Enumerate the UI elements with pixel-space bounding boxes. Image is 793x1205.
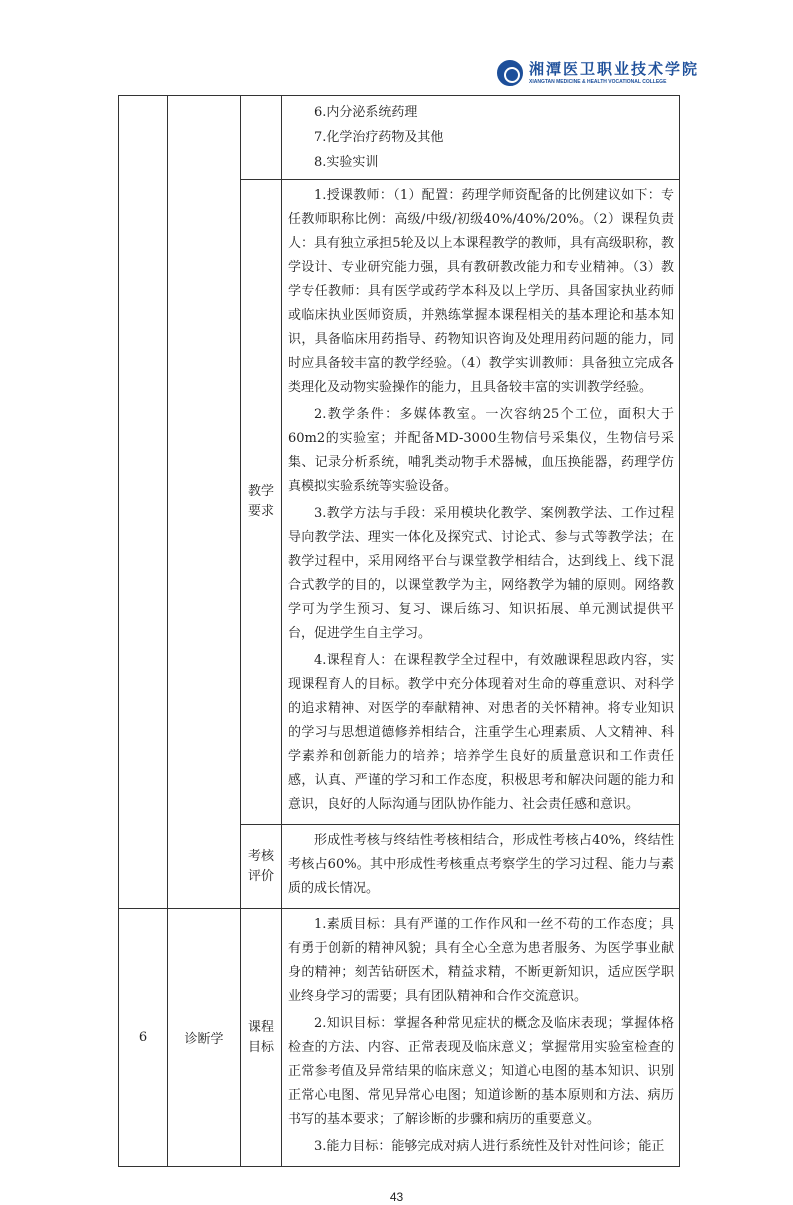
table-row xyxy=(119,96,680,180)
school-name-en: XIANGTAN MEDICINE & HEALTH VOCATIONAL COLLEGE xyxy=(529,79,667,85)
course-name: 诊断学 xyxy=(168,909,241,1167)
school-name-cn: 湘潭医卫职业技术学院 xyxy=(529,60,700,78)
school-seal-icon xyxy=(497,60,523,86)
course-number: 6 xyxy=(119,909,168,1167)
paragraph: 3.教学方法与手段：采用模块化教学、案例教学法、工作过程导向教学法、理实一体化及探究式、讨论式、参与式等教学法；在教学过程中，采用网络平台与课堂教学相结合，达到线上、线下混合式教学的目的，以课堂教学为主，网络教学为辅的原则。网络教学可为学生预习、复习、课后练习、知识拓展、单元测试提供平台，促进学生自主学习。 xyxy=(288,506,674,641)
page-number: 43 xyxy=(389,1190,404,1204)
course-objectives xyxy=(282,909,680,1167)
school-logo xyxy=(497,60,699,86)
list-item: 8.实验实训 xyxy=(314,155,379,170)
paragraph: 1.素质目标：具有严谨的工作作风和一丝不苟的工作态度；具有勇于创新的精神风貌；具有全心全意为患者服务、为医学事业献身的精神；刻苦钻研医术，精益求精，不断更新知识，适应医学职业终身学习的需要；具有团队精神和合作交流意识。 xyxy=(288,917,674,1004)
list-item: 7.化学治疗药物及其他 xyxy=(314,130,444,145)
paragraph: 4.课程育人：在课程教学全过程中，有效融课程思政内容，实现课程育人的目标。教学中充分体现着对生命的尊重意识、对科学的追求精神、对医学的奉献精神、对患者的关怀精神。将专业知识的学习与思想道德修养相结合，注重学生心理素质、人文精神、科学素养和创新能力的培养；培养学生良好的质量意识和工作责任感，认真、严谨的学习和工作态度，积极思考和解决问题的能力和意识，良好的人际沟通与团队协作能力、社会责任感和意识。 xyxy=(288,653,674,812)
table-row xyxy=(119,909,680,1167)
course-content-list xyxy=(282,96,680,180)
curriculum-table xyxy=(118,95,680,1167)
paragraph: 2.知识目标：掌握各种常见症状的概念及临床表现；掌握体格检查的方法、内容、正常表现及临床意义；掌握常用实验室检查的正常参考值及异常结果的临床意义；知道心电图的基本知识、识别正常心电图、常见异常心电图；知道诊断的基本原则和方法、病历书写的基本要求；了解诊断的步骤和病历的重要意义。 xyxy=(288,1016,674,1127)
paragraph: 3.能力目标：能够完成对病人进行系统性及针对性问诊；能正 xyxy=(314,1139,665,1154)
teaching-requirements xyxy=(282,180,680,825)
assessment-text: 形成性考核与终结性考核相结合，形成性考核占40%，终结性考核占60%。其中形成性考核重点考察学生的学习过程、能力与素质的成长情况。 xyxy=(288,833,674,896)
paragraph: 1.授课教师：（1）配置：药理学师资配备的比例建议如下：专任教师职称比例：高级/中级/初级40%/40%/20%。（2）课程负责人：具有独立承担5轮及以上本课程教学的教师，具有高级职称，教学设计、专业研究能力强，具有教研教改能力和专业精神。（3）教学专任教师：具有医学或药学本科及以上学历、具备国家执业药师或临床执业医师资质，并熟练掌握本课程相关的基本理论和基本知识，具备临床用药指导、药物知识咨询及处理用药问题的能力，同时应具备较丰富的教学经验。（4）教学实训教师：具备独立完成各类理化及动物实验操作的能力，且具备较丰富的实训教学经验。 xyxy=(288,188,674,395)
list-item: 6.内分泌系统药理 xyxy=(314,105,418,120)
paragraph: 2.教学条件：多媒体教室。一次容纳25个工位，面积大于60m2的实验室；并配备MD-3000生物信号采集仪，生物信号采集、记录分析系统，哺乳类动物手术器械，血压换能器，药理学仿真模拟实验系统等实验设备。 xyxy=(288,407,674,494)
assessment-label: 考核评价 xyxy=(241,825,282,909)
course-objectives-label: 课程目标 xyxy=(241,909,282,1167)
teaching-requirements-label: 教学要求 xyxy=(241,180,282,825)
